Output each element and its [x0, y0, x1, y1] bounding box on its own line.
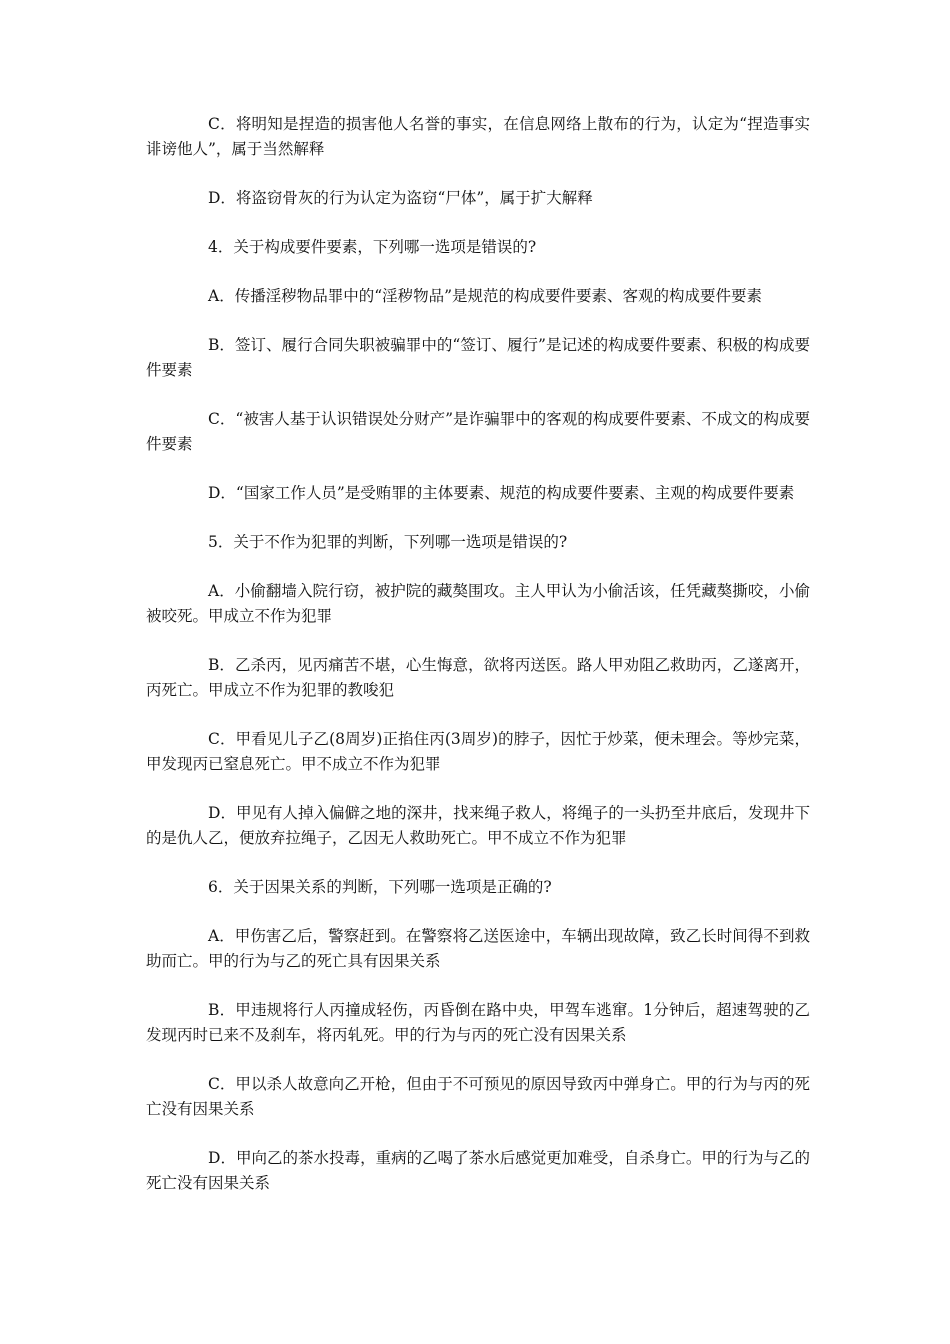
document-body	[146, 112, 810, 1220]
option-5b: B．乙杀丙，见丙痛苦不堪，心生悔意，欲将丙送医。路人甲劝阻乙救助丙，乙遂离开，丙死亡。甲成立不作为犯罪的教唆犯	[146, 656, 810, 699]
option-4d: D．“国家工作人员”是受贿罪的主体要素、规范的构成要件要素、主观的构成要件要素	[208, 484, 795, 502]
option-6c: C．甲以杀人故意向乙开枪，但由于不可预见的原因导致丙中弹身亡。甲的行为与丙的死亡没有因果关系	[146, 1075, 810, 1118]
option-3d: D．将盗窃骨灰的行为认定为盗窃“尸体”，属于扩大解释	[208, 189, 593, 207]
option-4a: A．传播淫秽物品罪中的“淫秽物品”是规范的构成要件要素、客观的构成要件要素	[208, 287, 763, 305]
option-6d: D．甲向乙的茶水投毒，重病的乙喝了茶水后感觉更加难受，自杀身亡。甲的行为与乙的死亡没有因果关系	[146, 1149, 810, 1192]
option-5d: D．甲见有人掉入偏僻之地的深井，找来绳子救人，将绳子的一头扔至井底后，发现井下的是仇人乙，便放弃拉绳子，乙因无人救助死亡。甲不成立不作为犯罪	[146, 804, 810, 847]
option-5a: A．小偷翻墙入院行窃，被护院的藏獒围攻。主人甲认为小偷活该，任凭藏獒撕咬，小偷被咬死。甲成立不作为犯罪	[146, 582, 810, 625]
option-3c: C．将明知是捏造的损害他人名誉的事实，在信息网络上散布的行为，认定为“捏造事实诽谤他人”，属于当然解释	[146, 115, 810, 158]
question-4: 4．关于构成要件要素，下列哪一选项是错误的?	[208, 238, 537, 256]
option-4b: B．签订、履行合同失职被骗罪中的“签订、履行”是记述的构成要件要素、积极的构成要件要素	[146, 336, 810, 379]
option-6a: A．甲伤害乙后，警察赶到。在警察将乙送医途中，车辆出现故障，致乙长时间得不到救助而亡。甲的行为与乙的死亡具有因果关系	[146, 927, 810, 970]
question-6: 6．关于因果关系的判断，下列哪一选项是正确的?	[208, 878, 552, 896]
option-4c: C．“被害人基于认识错误处分财产”是诈骗罪中的客观的构成要件要素、不成文的构成要件要素	[146, 410, 810, 453]
option-5c: C．甲看见儿子乙(8周岁)正掐住丙(3周岁)的脖子，因忙于炒菜，便未理会。等炒完菜，甲发现丙已窒息死亡。甲不成立不作为犯罪	[146, 730, 810, 773]
option-6b: B．甲违规将行人丙撞成轻伤，丙昏倒在路中央，甲驾车逃窜。1分钟后，超速驾驶的乙发现丙时已来不及刹车，将丙轧死。甲的行为与丙的死亡没有因果关系	[146, 1001, 810, 1044]
question-5: 5．关于不作为犯罪的判断，下列哪一选项是错误的?	[208, 533, 568, 551]
